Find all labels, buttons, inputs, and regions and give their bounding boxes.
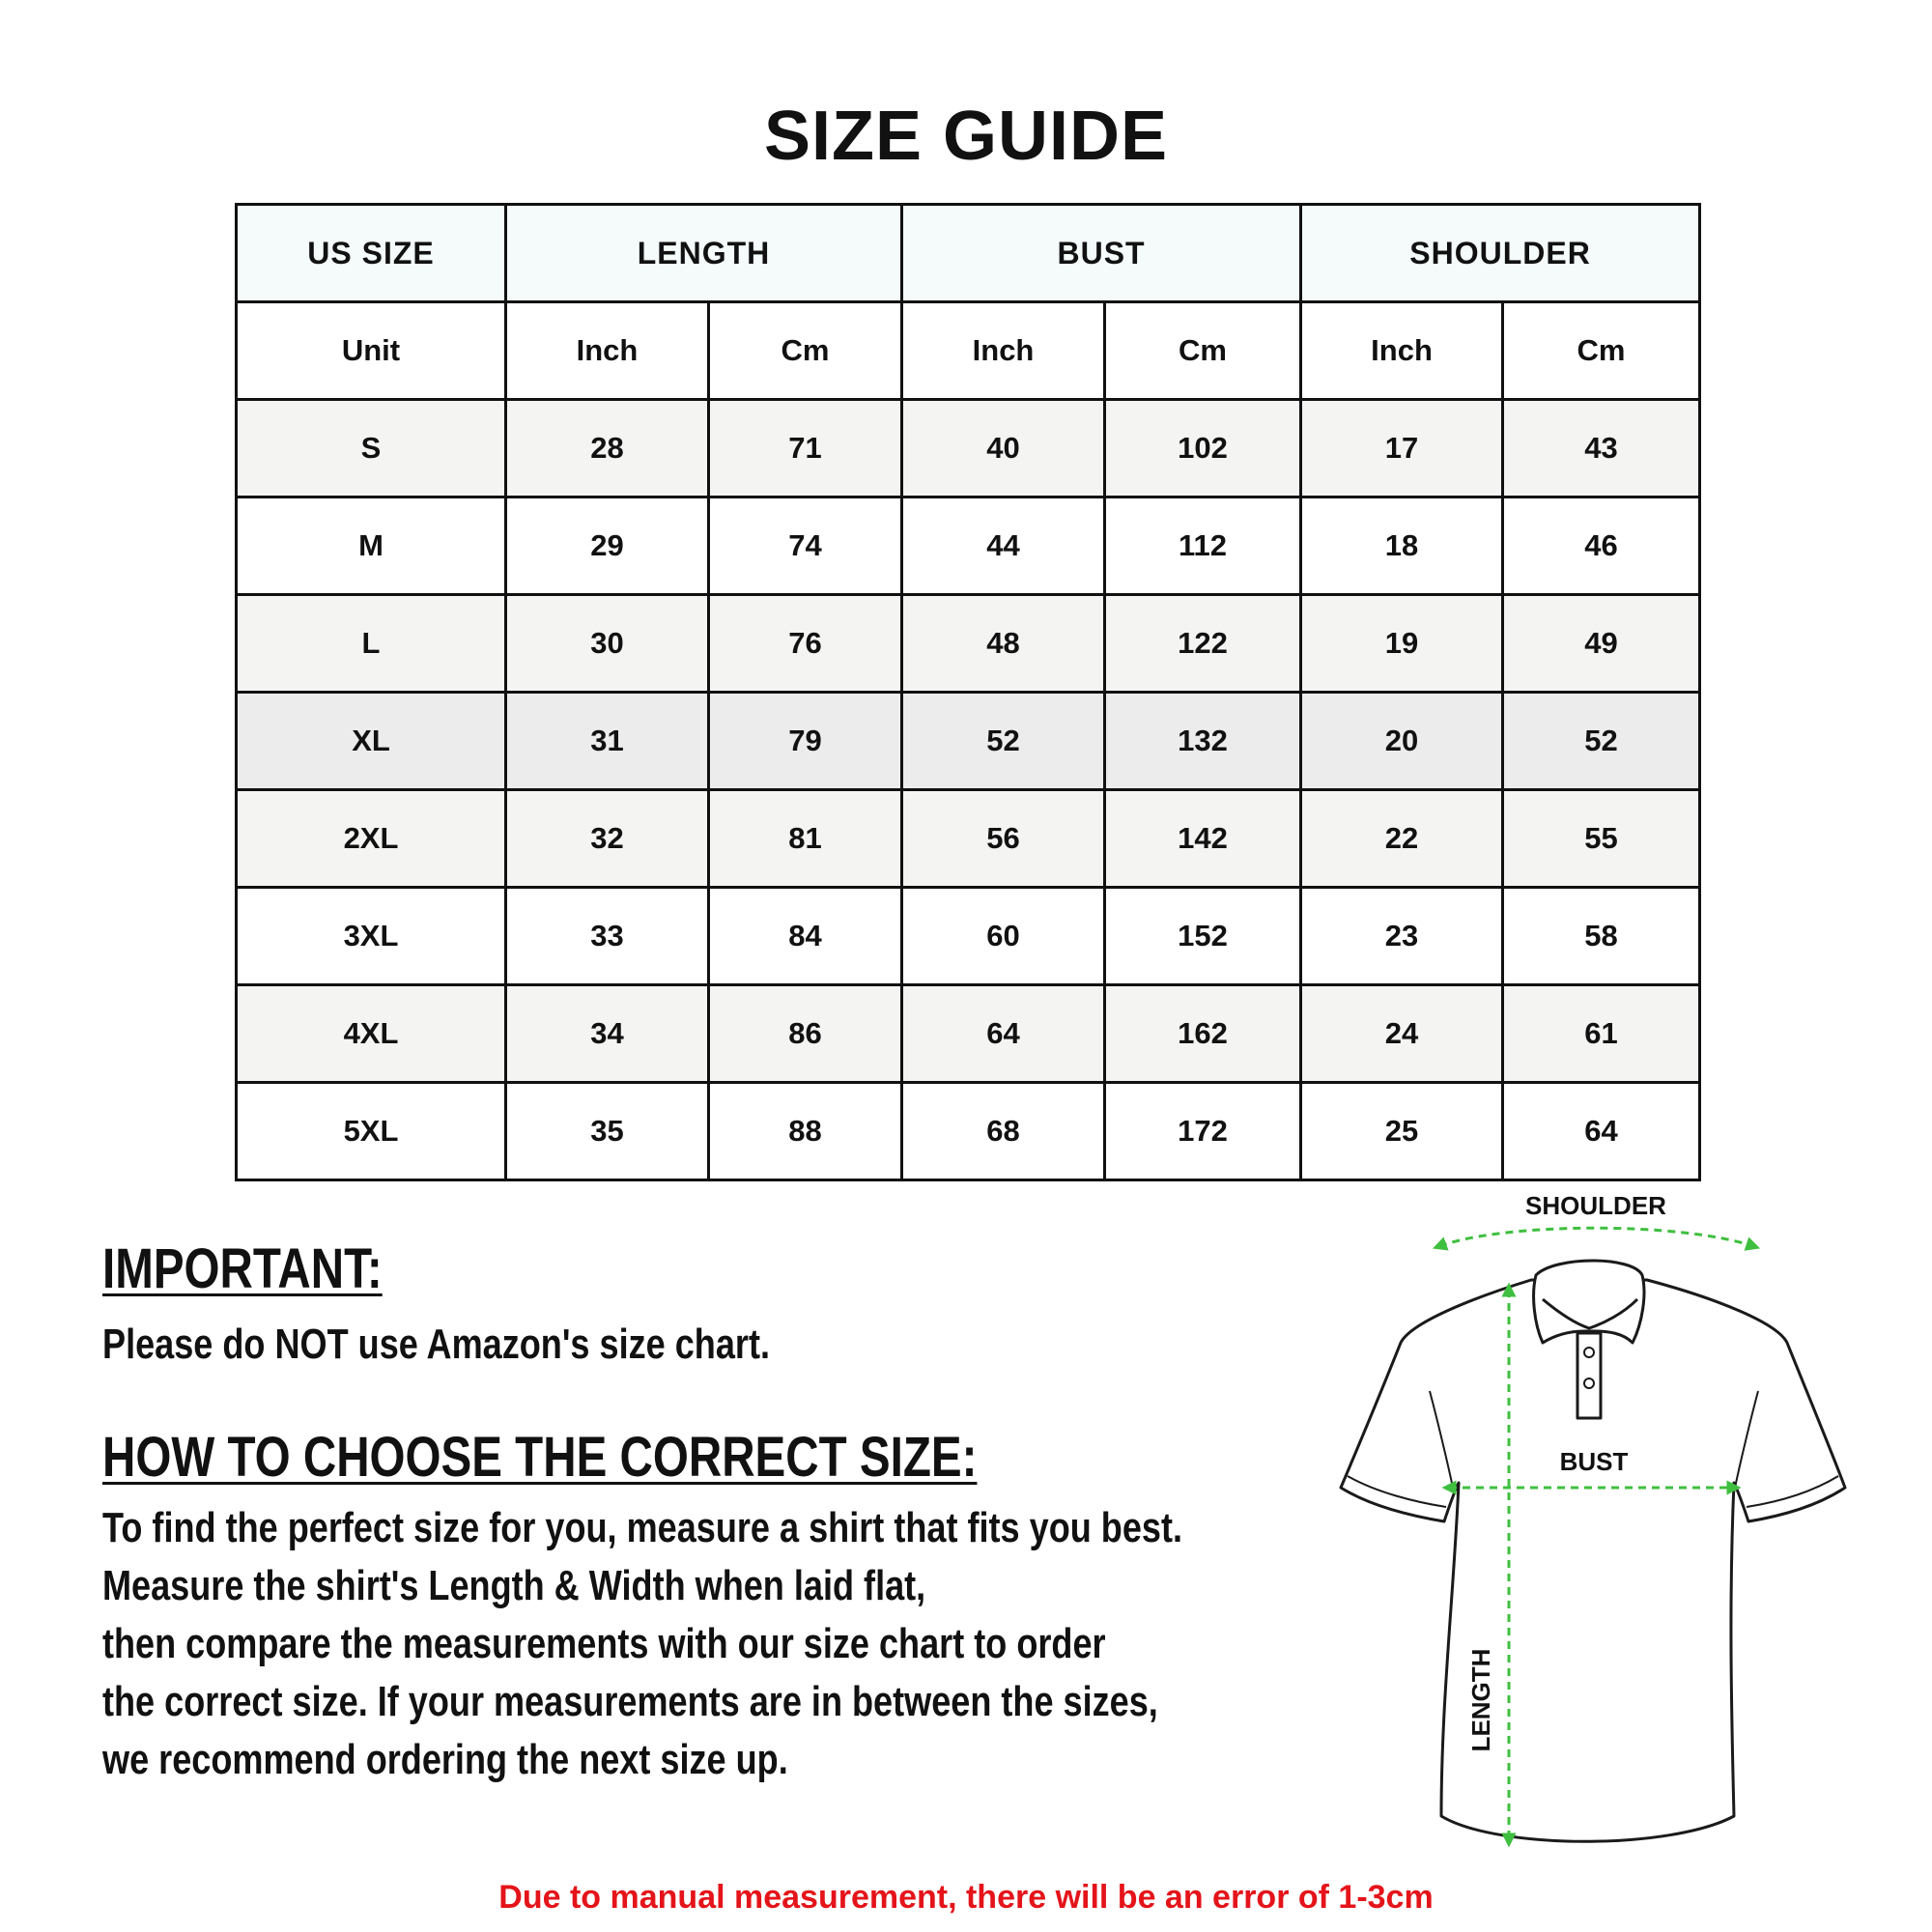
table-cell: 44 bbox=[902, 497, 1105, 595]
unit-row bbox=[237, 302, 1700, 400]
table-cell: 30 bbox=[506, 595, 709, 693]
header-shoulder: SHOULDER bbox=[1301, 205, 1700, 302]
table-cell: 35 bbox=[506, 1083, 709, 1180]
table-cell: 49 bbox=[1503, 595, 1700, 693]
how-to-line: Measure the shirt's Length & Width when laid flat, bbox=[102, 1562, 926, 1609]
table-cell: 28 bbox=[506, 400, 709, 497]
table-cell: S bbox=[237, 400, 506, 497]
table-cell: 84 bbox=[709, 888, 902, 985]
table-cell: 56 bbox=[902, 790, 1105, 888]
page-title: SIZE GUIDE bbox=[763, 98, 1169, 175]
shirt-icon bbox=[1341, 1261, 1845, 1841]
header-us-size: US SIZE bbox=[237, 205, 506, 302]
table-cell: 19 bbox=[1301, 595, 1503, 693]
table-cell: 142 bbox=[1105, 790, 1301, 888]
table-row bbox=[237, 790, 1700, 888]
table-cell: 22 bbox=[1301, 790, 1503, 888]
table-cell: 24 bbox=[1301, 985, 1503, 1083]
table-cell: 55 bbox=[1503, 790, 1700, 888]
table-cell: 31 bbox=[506, 693, 709, 790]
length-label: LENGTH bbox=[1466, 1648, 1495, 1752]
table-cell: 2XL bbox=[237, 790, 506, 888]
header-bust: BUST bbox=[902, 205, 1301, 302]
table-cell: XL bbox=[237, 693, 506, 790]
unit-cell: Unit bbox=[237, 302, 506, 400]
table-cell: 152 bbox=[1105, 888, 1301, 985]
table-cell: 81 bbox=[709, 790, 902, 888]
unit-cell: Cm bbox=[1105, 302, 1301, 400]
table-row bbox=[237, 888, 1700, 985]
unit-cell: Inch bbox=[506, 302, 709, 400]
how-to-line: To find the perfect size for you, measure a shirt that fits you best. bbox=[102, 1504, 1183, 1551]
table-cell: 48 bbox=[902, 595, 1105, 693]
table-row bbox=[237, 400, 1700, 497]
table-cell: 60 bbox=[902, 888, 1105, 985]
shoulder-label: SHOULDER bbox=[1525, 1191, 1666, 1220]
table-row bbox=[237, 595, 1700, 693]
table-row bbox=[237, 985, 1700, 1083]
unit-cell: Cm bbox=[1503, 302, 1700, 400]
table-row bbox=[237, 693, 1700, 790]
table-cell: 43 bbox=[1503, 400, 1700, 497]
table-cell: 23 bbox=[1301, 888, 1503, 985]
table-cell: 112 bbox=[1105, 497, 1301, 595]
table-cell: L bbox=[237, 595, 506, 693]
bust-label: BUST bbox=[1559, 1447, 1629, 1476]
table-row bbox=[237, 497, 1700, 595]
table-row bbox=[237, 1083, 1700, 1180]
how-to-line: then compare the measurements with our size chart to order bbox=[102, 1620, 1106, 1667]
table-cell: 162 bbox=[1105, 985, 1301, 1083]
how-to-heading: HOW TO CHOOSE THE CORRECT SIZE: bbox=[102, 1426, 978, 1489]
table-cell: 18 bbox=[1301, 497, 1503, 595]
table-cell: 64 bbox=[902, 985, 1105, 1083]
size-table bbox=[235, 203, 1701, 1181]
important-heading: IMPORTANT: bbox=[102, 1237, 383, 1300]
measurement-note: Due to manual measurement, there will be an error of 1-3cm bbox=[498, 1879, 1434, 1916]
table-cell: 34 bbox=[506, 985, 709, 1083]
shirt-diagram bbox=[1323, 1183, 1864, 1860]
table-cell: 132 bbox=[1105, 693, 1301, 790]
table-cell: 29 bbox=[506, 497, 709, 595]
table-cell: 122 bbox=[1105, 595, 1301, 693]
table-cell: 64 bbox=[1503, 1083, 1700, 1180]
table-cell: 88 bbox=[709, 1083, 902, 1180]
unit-cell: Inch bbox=[1301, 302, 1503, 400]
table-cell: 86 bbox=[709, 985, 902, 1083]
header-length: LENGTH bbox=[506, 205, 902, 302]
table-cell: 172 bbox=[1105, 1083, 1301, 1180]
table-cell: M bbox=[237, 497, 506, 595]
table-cell: 58 bbox=[1503, 888, 1700, 985]
table-cell: 20 bbox=[1301, 693, 1503, 790]
important-line: Please do NOT use Amazon's size chart. bbox=[102, 1321, 770, 1368]
important-text bbox=[102, 1316, 770, 1374]
how-to-line: the correct size. If your measurements are in between the sizes, bbox=[102, 1678, 1158, 1725]
shoulder-guide bbox=[1439, 1228, 1753, 1246]
table-cell: 68 bbox=[902, 1083, 1105, 1180]
table-cell: 32 bbox=[506, 790, 709, 888]
unit-cell: Inch bbox=[902, 302, 1105, 400]
table-cell: 5XL bbox=[237, 1083, 506, 1180]
table-cell: 46 bbox=[1503, 497, 1700, 595]
unit-cell: Cm bbox=[709, 302, 902, 400]
table-cell: 74 bbox=[709, 497, 902, 595]
table-cell: 40 bbox=[902, 400, 1105, 497]
table-cell: 79 bbox=[709, 693, 902, 790]
table-cell: 4XL bbox=[237, 985, 506, 1083]
how-to-line: we recommend ordering the next size up. bbox=[102, 1736, 788, 1783]
table-cell: 76 bbox=[709, 595, 902, 693]
table-cell: 17 bbox=[1301, 400, 1503, 497]
table-cell: 3XL bbox=[237, 888, 506, 985]
table-cell: 52 bbox=[902, 693, 1105, 790]
table-cell: 61 bbox=[1503, 985, 1700, 1083]
table-cell: 71 bbox=[709, 400, 902, 497]
table-cell: 52 bbox=[1503, 693, 1700, 790]
group-header-row bbox=[237, 205, 1700, 302]
table-cell: 102 bbox=[1105, 400, 1301, 497]
table-cell: 25 bbox=[1301, 1083, 1503, 1180]
how-to-text bbox=[102, 1499, 1182, 1789]
table-cell: 33 bbox=[506, 888, 709, 985]
